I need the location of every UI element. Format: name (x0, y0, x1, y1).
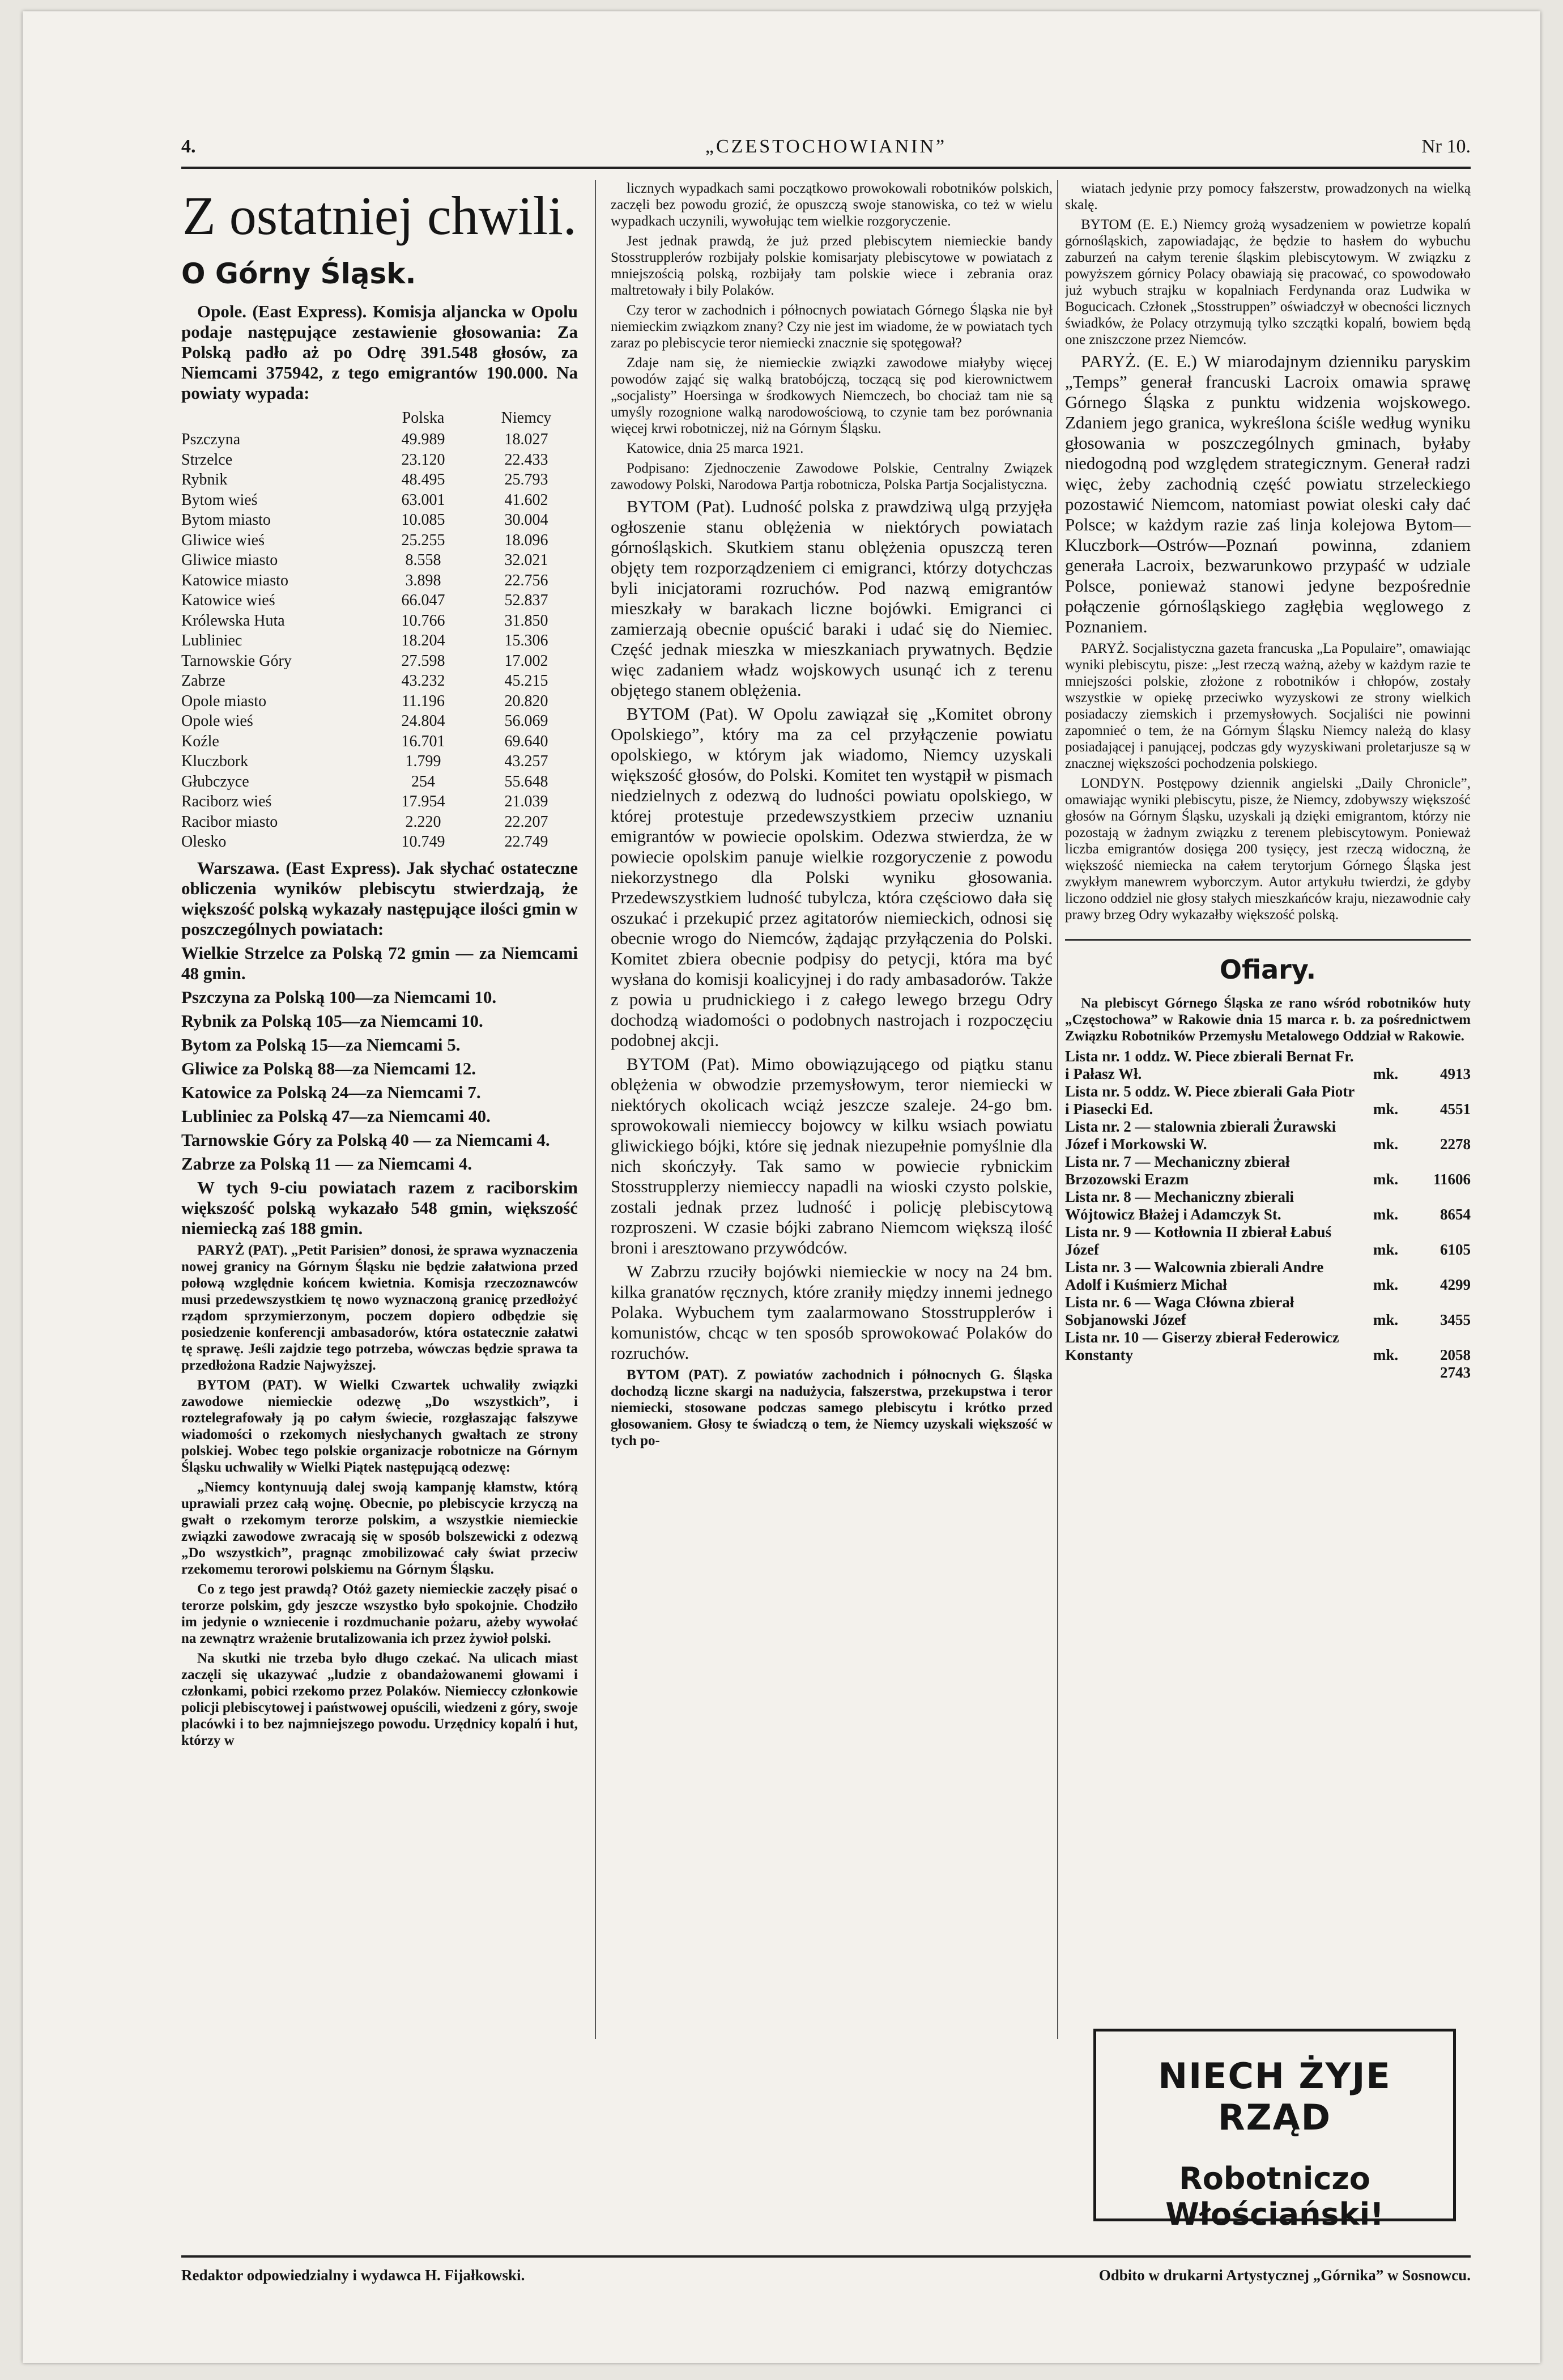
niemcy-cell: 41.602 (504, 491, 548, 509)
polska-cell: 66.047 (401, 592, 445, 609)
donation-amount: 8654 (1440, 1206, 1471, 1223)
district-cell: Królewska Huta (181, 611, 285, 630)
polska-cell: 17.954 (401, 793, 445, 810)
polska-cell: 254 (411, 772, 435, 790)
niemcy-cell: 30.004 (504, 511, 548, 529)
donation-currency: mk. (1373, 1065, 1399, 1082)
district-cell: Katowice wieś (181, 592, 275, 609)
donation-currency: mk. (1373, 1100, 1399, 1117)
donation-label: Lista nr. 8 — Mechaniczny zbierali Wójtowicz Błażej i Adamczyk St. (1065, 1188, 1294, 1223)
article-paragraph: Na skutki nie trzeba było długo czekać. Na ulicach miast zaczęli się ukazywać „ludzie z obandażowanemi głowami i członkami, pobici rzekomo przez Polaków. Niemieccy członkowie policji plebiscytowej i państwowej opuścili, wiedzeni z góry, swoje placówki i to bez najmniejszego powodu. Urzędnicy kopalń i hut, którzy w (181, 1650, 578, 1748)
donation-currency: mk. (1373, 1311, 1399, 1328)
article-paragraph: licznych wypadkach sami początkowo prowokowali robotników polskich, zaczęli bez powodu grozić, że opuszczą swoje stanowiska, co też w wielu wypadkach uczynili, wywołując tem wielkie rozgoryczenie. (611, 181, 1053, 229)
polska-cell: 25.255 (401, 531, 445, 549)
district-cell: Kluczbork (181, 753, 249, 770)
district-cell: Opole wieś (181, 712, 253, 730)
list-item: Pszczyna za Polską 100—za Niemcami 10. (181, 987, 497, 1007)
table-row (181, 812, 578, 832)
district-cell: Bytom miasto (181, 511, 271, 529)
donation-amount: 6105 (1440, 1241, 1471, 1258)
donation-amount: 4913 (1440, 1065, 1471, 1082)
polska-cell: 18.204 (401, 632, 445, 649)
article-paragraph: Czy teror w zachodnich i północnych powiatach Górnego Śląska nie był niemieckim związkom znany? Czy nie jest im wiadome, że w powiatach tych zaraz po plebiscycie teror niemiecki znacznie się spotęgował? (611, 303, 1053, 351)
donation-row (1065, 1223, 1471, 1259)
polska-cell: 63.001 (401, 491, 445, 509)
district-cell: Lubliniec (181, 632, 242, 649)
table-row (181, 490, 578, 511)
polska-cell: 23.120 (401, 450, 445, 469)
gmin-list (181, 943, 578, 1174)
article-paragraph: W Zabrzu rzuciły bojówki niemieckie w nocy na 24 bm. kilka granatów ręcznych, które zraniły między innemi jednego Polaka. Wybuchem tym zaalarmowano Stosstrupplerów i komunistów, chcąc w ten sposób sprowokować Polaków do rozruchów. (611, 1261, 1053, 1363)
table-row (181, 732, 578, 752)
district-cell: Opole miasto (181, 692, 267, 710)
article-paragraph: BYTOM (Pat). Mimo obowiązującego od piątku stanu oblężenia w obwodzie przemysłowym, teror niemiecki w niektórych okolicach wciąż jeszcze szaleje. 24-go bm. sprowokowali niemieccy bojowcy w kilku wsiach powiatu gliwickiego bójki, które się jednak niezupełnie pomyślnie dla nich skończyły. Tak samo w powiecie rybnickim Stosstrupplerzy niemieccy napadli na wioski czysto polskie, zostali jednak przez ludność i policję plebiscytową rozproszeni. W czasie bójki zabrano Niemcom większą ilość broni i aresztowano przywódców. (611, 1054, 1053, 1257)
table-row (181, 792, 578, 812)
donations-intro: Na plebiscyt Górnego Śląska ze rano wśród robotników huty „Częstochowa” w Rakowie dnia 15 marca r. b. za pośrednictwem Związku Robotników Przemysłu Metalowego Oddział w Rakowie. (1065, 996, 1471, 1044)
banner-line-1: NIECH ŻYJE RZĄD (1158, 2055, 1391, 2138)
article-paragraph: BYTOM (Pat). W Opolu zawiązał się „Komitet obrony Opolskiego”, który ma za cel przyłączenie powiatu opolskiego, w którym jak wiadomo, Niemcy uzyskali większość głosów, do Polski. Komitet ten wystąpił w pismach niedzielnych z odezwą do ludności powiatu opolskiego, w której protestuje przedewszystkiem przeciw uznaniu emigrantów w powiecie opolskim. Odezwa stwierdza, że w powiecie opolskim panuje wielkie rozgoryczenie z powodu niekorzystnego dla Polski wyniku głosowania. Przedewszystkiem ludność tubylcza, która częściowo dała się oszukać i przekupić przez agitatorów niemieckich, odnosi się obecnie wrogo do Niemców, żądając przyłączenia do Polski. Komitet zbiera obecnie podpisy do petycji, która ma być wysłana do komisji koalicyjnej i do rady ambasadorów. Także z powia u prudnickiego i z całego lewego brzegu Odry dochodzą wiadomości o podobnych nastrojach i rozpoczęciu podobnej akcji. (611, 704, 1053, 1050)
page-header (181, 131, 1471, 169)
article-paragraph: BYTOM (PAT). W Wielki Czwartek uchwaliły związki zawodowe niemieckie odezwę „Do wszystkich”, i roztelegrafowały ją po całym świecie, rozgłaszając fałszywe wiadomości o rzekomych niesłychanych gwałtach ze strony polskiej. Wobec tego polskie organizacje robotnicze na Górnym Śląsku uchwaliły w Wielki Piątek następującą odezwę: (181, 1377, 578, 1475)
list-item: Rybnik za Polską 105—za Niemcami 10. (181, 1010, 483, 1031)
district-cell: Raciborz wieś (181, 793, 272, 810)
polska-cell: 10.749 (401, 833, 445, 851)
article-paragraph: wiatach jedynie przy pomocy fałszerstw, prowadzonych na wielką skalę. (1065, 181, 1471, 212)
table-header-niemcy: Niemcy (501, 409, 552, 427)
article-paragraph: Co z tego jest prawdą? Otóż gazety niemieckie zaczęły pisać o terorze polskim, gdy jeszcze wszystko było spokojnie. Chodziło im jedynie o wzniecenie i rozdmuchanie pożaru, ażeby wywołać na zewnątrz wrażenie brutalizowania ich przez żywioł polski. (181, 1581, 578, 1646)
results-table (181, 407, 578, 852)
donation-amount: 3455 (1440, 1311, 1471, 1328)
polska-cell: 16.701 (401, 732, 445, 750)
donation-amount: 11606 (1433, 1171, 1471, 1188)
polska-cell: 24.804 (401, 712, 445, 730)
district-cell: Tarnowskie Góry (181, 652, 292, 670)
printer-credit: Odbito w drukarni Artystycznej „Górnika” w Sosnowcu. (1098, 2267, 1471, 2284)
article-paragraph: Warszawa. (East Express). Jak słychać ostateczne obliczenia wyników plebiscytu stwierdzają, że większość polską wykazały następujące ilości gmin w poszczególnych powiatach: (181, 857, 578, 939)
table-row (181, 711, 578, 732)
table-row (181, 691, 578, 712)
page-number: 4. (181, 136, 196, 157)
district-cell: Rybnik (181, 471, 228, 488)
list-item: Lubliniec za Polską 47—za Niemcami 40. (181, 1106, 491, 1126)
district-cell: Gliwice miasto (181, 551, 278, 569)
column-middle (611, 180, 1053, 2033)
list-item: Wielkie Strzelce za Polską 72 gmin — za Niemcami 48 gmin. (181, 942, 578, 983)
niemcy-cell: 22.433 (504, 450, 548, 469)
slogan-banner (1093, 2029, 1456, 2232)
table-row (181, 571, 578, 591)
section-subhead: O Górny Śląsk. (181, 257, 416, 290)
district-cell: Katowice miasto (181, 571, 288, 589)
polska-cell: 48.495 (401, 471, 445, 488)
article-paragraph: PARYŻ. (E. E.) W miarodajnym dzienniku paryskim „Temps” generał francuski Lacroix omawia sprawę Górnego Śląska z punktu widzenia wojskowego. Zdaniem jego granica, wykreślona ściśle według wyniku głosowania w poszczególnych gminach, byłaby niedogodną pod względem strategicznym. Generał radzi więc, żeby zachodnią część powiatu strzeleckiego pozostawić Niemcom, natomiast powiat oleski cały dać Polsce; w każdym razie zaś linja kolejowa Bytom—Kluczbork—Ostrów—Poznań powinna, zdaniem generała Lacroix, bezwarunkowo przypaść w udziale Polsce, ponieważ stanowi jedyne bezpośrednie połączenie górnośląskiego zagłębia węglowego z Poznaniem. (1065, 351, 1471, 636)
donation-row (1065, 1153, 1471, 1188)
donation-label: Lista nr. 10 — Giserzy zbierał Federowicz Konstanty (1065, 1329, 1339, 1363)
table-row (181, 510, 578, 530)
donation-amount: 4299 (1440, 1276, 1471, 1293)
niemcy-cell: 18.027 (504, 431, 548, 448)
column-divider (595, 180, 596, 2039)
list-item: Katowice za Polską 24—za Niemcami 7. (181, 1082, 481, 1102)
donation-label: Lista nr. 7 — Mechaniczny zbierał Brzozowski Erazm (1065, 1153, 1290, 1188)
niemcy-cell: 43.257 (504, 753, 548, 770)
table-row (181, 751, 578, 772)
district-cell: Olesko (181, 833, 227, 851)
banner-line-2: Robotniczo Włościański! (1165, 2161, 1384, 2232)
table-row (181, 671, 578, 691)
district-cell: Zabrze (181, 672, 225, 690)
niemcy-cell: 31.850 (504, 611, 548, 630)
donation-amount: 4551 (1440, 1100, 1471, 1117)
donation-label: Lista nr. 5 oddz. W. Piece zbierali Gała Piotr i Piasecki Ed. (1065, 1083, 1355, 1117)
district-cell: Głubczyce (181, 772, 249, 790)
niemcy-cell: 25.793 (504, 471, 548, 488)
donations-title: Ofiary. (1219, 954, 1317, 985)
table-row (181, 550, 578, 571)
donation-currency: mk. (1373, 1206, 1399, 1223)
donation-label: Lista nr. 3 — Walcownia zbierali Andre Adolf i Kuśmierz Michał (1065, 1259, 1324, 1293)
niemcy-cell: 17.002 (504, 652, 548, 670)
donations-extra-amount (1065, 1364, 1471, 1382)
signatories: Podpisano: Zjednoczenie Zawodowe Polskie, Centralny Związek zawodowy Polski, Narodowa Partja robotnicza, Polska Partja Socjalistyczna. (611, 461, 1053, 492)
donation-row (1065, 1329, 1471, 1364)
donation-amount: 2278 (1440, 1136, 1471, 1153)
niemcy-cell: 45.215 (504, 672, 548, 690)
table-row (181, 772, 578, 792)
editor-credit: Redaktor odpowiedzialny i wydawca H. Fijałkowski. (181, 2267, 525, 2284)
polska-cell: 10.766 (401, 611, 445, 630)
column-left (181, 180, 578, 2050)
donation-row (1065, 1259, 1471, 1294)
donation-label: Lista nr. 1 oddz. W. Piece zbierali Bernat Fr. i Pałasz Wł. (1065, 1048, 1354, 1082)
niemcy-cell: 15.306 (504, 632, 548, 649)
table-row (181, 651, 578, 672)
niemcy-cell: 52.837 (504, 592, 548, 609)
table-header-polska: Polska (402, 409, 445, 427)
column-divider (1057, 180, 1058, 2039)
table-row (181, 590, 578, 611)
article-paragraph: BYTOM (E. E.) Niemcy grożą wysadzeniem w powietrze kopalń górnośląskich, zapowiadając, że będzie to hasłem do wybuchu zaburzeń na całym terenie śląskim plebiscytowym. W związku z powyższem górnicy Polacy obawiają się pracować, co spowodowało już wybuch strajku w kopalniach Ferdynanda oraz Ludwika w Bogucicach. Członek „Stosstruppen” oświadczył w obecności licznych świadków, że Polacy otrzymują tylko szczątki kopalń, bowiem będą one zniszczone przez Niemców. (1065, 217, 1471, 347)
table-row (181, 430, 578, 450)
niemcy-cell: 22.756 (504, 571, 548, 589)
list-item: Gliwice za Polską 88—za Niemcami 12. (181, 1058, 476, 1078)
donation-currency: mk. (1373, 1276, 1399, 1293)
list-item: Tarnowskie Góry za Polską 40 — za Niemcami 4. (181, 1129, 550, 1150)
niemcy-cell: 32.021 (504, 551, 548, 569)
niemcy-cell: 55.648 (504, 772, 548, 790)
district-cell: Pszczyna (181, 431, 241, 448)
donation-row (1065, 1188, 1471, 1223)
table-row (181, 450, 578, 470)
polska-cell: 1.799 (405, 753, 441, 770)
polska-cell: 3.898 (405, 571, 441, 589)
article-paragraph: W tych 9-ciu powiatach razem z raciborskim większość polską wykazało 548 gmin, większość niemiecką zaś 188 gmin. (181, 1177, 578, 1238)
newspaper-title: „CZESTOCHOWIANIN” (705, 136, 947, 157)
page-footer (181, 2255, 1471, 2292)
article-paragraph: Opole. (East Express). Komisja aljancka w Opolu podaje następujące zestawienie głosowania: Za Polską padło aż po Odrę 391.548 głosów, za Niemcami 375942, z tego emigrantów 190.000. Na powiaty wypada: (181, 301, 578, 403)
article-paragraph: Jest jednak prawdą, że już przed plebiscytem niemieckie bandy Stosstrupplerów rozbijały polskie komisarjaty plebiscytowe w powiatach z mniejszością polską, rozbijały tam polskie wiece i zebrania oraz maltretowały i bily Polaków. (611, 233, 1053, 298)
article-paragraph: BYTOM (PAT). Z powiatów zachodnich i północnych G. Śląska dochodzą liczne skargi na nadużycia, fałszerstwa, przekupstwa i teror niemiecki, stosowane podczas samego plebiscytu i krótko przed głosowaniem. Głosy te świadczą o tem, że Niemcy uzyskali większość w tych po- (611, 1367, 1053, 1448)
article-paragraph: PARYŻ. Socjalistyczna gazeta francuska „La Populaire”, omawiając wyniki plebiscytu, pisze: „Jest rzeczą ważną, ażeby w każdym razie te mniejszości polskie, złożone z robotników i chłopów, zostały wszystkie w opiekę przeciwko wyzyskowi ze strony wielkich posiadaczy ziemskich i przemysłowych. Socjaliści nie powinni zapomnieć o tem, że na Górnym Śląsku Niemcy należą do klasy posiadającej i panującej, podczas gdy wyzyskiwani proletarjusze są w znacznej większości pochodzenia polskiego. (1065, 641, 1471, 771)
polska-cell: 11.196 (402, 692, 445, 710)
column-right (1065, 180, 1471, 2050)
niemcy-cell: 18.096 (504, 531, 548, 549)
section-rule (1065, 939, 1471, 941)
polska-cell: 27.598 (401, 652, 445, 670)
district-cell: Strzelce (181, 450, 233, 469)
polska-cell: 49.989 (401, 431, 445, 448)
donation-row (1065, 1083, 1471, 1118)
district-cell: Koźle (181, 732, 219, 750)
donation-currency: mk. (1373, 1346, 1399, 1363)
dateline: Katowice, dnia 25 marca 1921. (627, 441, 804, 456)
table-row (181, 832, 578, 852)
donation-amount: 2058 (1440, 1346, 1471, 1363)
donation-amount: 2743 (1440, 1364, 1471, 1381)
list-item: Zabrze za Polską 11 — za Niemcami 4. (181, 1153, 472, 1174)
district-cell: Gliwice wieś (181, 531, 265, 549)
polska-cell: 10.085 (401, 511, 445, 529)
polska-cell: 8.558 (405, 551, 441, 569)
donation-row (1065, 1048, 1471, 1083)
table-header-row (181, 407, 578, 430)
article-paragraph: „Niemcy kontynuują dalej swoją kampanję kłamstw, którą uprawiali przez całą wojnę. Obecnie, po plebiscycie krzyczą na gwałt o rzekomym terorze polskim, a wszystkie niemieckie związki zawodowe zwracają się w sposób bolszewicki z odezwą „Do wszystkich”, pragnąc zmobilizować cały świat przeciw rzekomemu terorowi polskiemu na Górnym Śląsku. (181, 1479, 578, 1577)
article-paragraph: PARYŻ (PAT). „Petit Parisien” donosi, że sprawa wyznaczenia nowej granicy na Górnym Śląsku nie będzie załatwiona przed połową względnie końcem kwietnia. Komisja rzeczoznawców musi przedewszystkiem tę nowo wyznaczoną granicę przedłożyć rządom sprzymierzonym, poczem dopiero odbędzie się posiedzenie konferencji ambasadorów, która ostatecznie załatwi tę sprawę. Jeśli zajdzie tego potrzeba, wówczas będzie sprawa ta przedłożona Radzie Najwyższej. (181, 1242, 578, 1373)
district-cell: Racibor miasto (181, 813, 278, 831)
table-row (181, 470, 578, 490)
donation-row (1065, 1118, 1471, 1153)
donation-label: Lista nr. 9 — Kotłownia II zbierał Łabuś Józef (1065, 1223, 1332, 1258)
table-row (181, 631, 578, 651)
donation-currency: mk. (1373, 1241, 1399, 1258)
niemcy-cell: 21.039 (504, 793, 548, 810)
table-header-district (181, 407, 372, 430)
table-row (181, 530, 578, 551)
issue-number: Nr 10. (1421, 136, 1471, 157)
niemcy-cell: 20.820 (504, 692, 548, 710)
article-paragraph: BYTOM (Pat). Ludność polska z prawdziwą ulgą przyjęła ogłoszenie stanu oblężenia w niektórych powiatach górnośląskich. Skutkiem stanu oblężenia opuszczą teren objęty tem rozporządzeniem ci emigranci, którzy dotychczas byli inicjatorami rozruchów. Pod nazwą emigrantów mieszkały w barakach liczne bojówki. Emigranci ci zamierzają obecnie opuścić baraki i udać się do Niemiec. Część jednak mieszka w mieszkaniach prywatnych. Będzie więc zadaniem władz wojskowych usunąć ich z terenu objętego stanem oblężenia. (611, 496, 1053, 700)
table-row (181, 611, 578, 631)
list-item: Bytom za Polską 15—za Niemcami 5. (181, 1034, 461, 1055)
niemcy-cell: 56.069 (504, 712, 548, 730)
donation-label: Lista nr. 2 — stalownia zbierali Żurawski Józef i Morkowski W. (1065, 1118, 1336, 1153)
niemcy-cell: 22.207 (504, 813, 548, 831)
niemcy-cell: 69.640 (504, 732, 548, 750)
article-paragraph: LONDYN. Postępowy dziennik angielski „Daily Chronicle”, omawiając wyniki plebiscytu, pisze, że Niemcy, zdobywszy większość głosów na Górnym Śląsku, uzyskali ją dzięki emigrantom, którzy nie pozostają w żadnym związku z terenem plebiscytowym. Ponieważ liczba emigrantów dosięga 200 tysięcy, jest rzeczą widoczną, że większość niemiecka na całem terytorjum Górnego Śląska jest zwykłym manewrem wyborczym. Autor artykułu twierdzi, że gdyby liczono oddziel nie głosy stałych mieszkańców kraju, niezawodnie cały prawy brzeg Odry wykazałby większość polską. (1065, 776, 1471, 923)
donation-label: Lista nr. 6 — Waga Cłówna zbierał Sobjanowski Józef (1065, 1294, 1294, 1328)
donations-list (1065, 1048, 1471, 1364)
niemcy-cell: 22.749 (504, 833, 548, 851)
district-cell: Bytom wieś (181, 491, 258, 509)
donation-currency: mk. (1373, 1136, 1399, 1153)
polska-cell: 2.220 (405, 813, 441, 831)
polska-cell: 43.232 (401, 672, 445, 690)
article-paragraph: Zdaje nam się, że niemieckie związki zawodowe miałyby więcej powodów zająć się walką bratobójczą, toczącą się pod kierownictwem „socjalisty” Hoersinga w środkowych Niemczech, bo chociaż tam nie są umyśly rozognione walką narodowościową, to czynie tam bez porównania więcej krwi robotniczej, niż na Górnym Śląsku. (611, 355, 1053, 436)
donation-currency: mk. (1373, 1171, 1399, 1188)
donation-row (1065, 1294, 1471, 1329)
headline: Z ostatniej chwili. (182, 185, 577, 246)
